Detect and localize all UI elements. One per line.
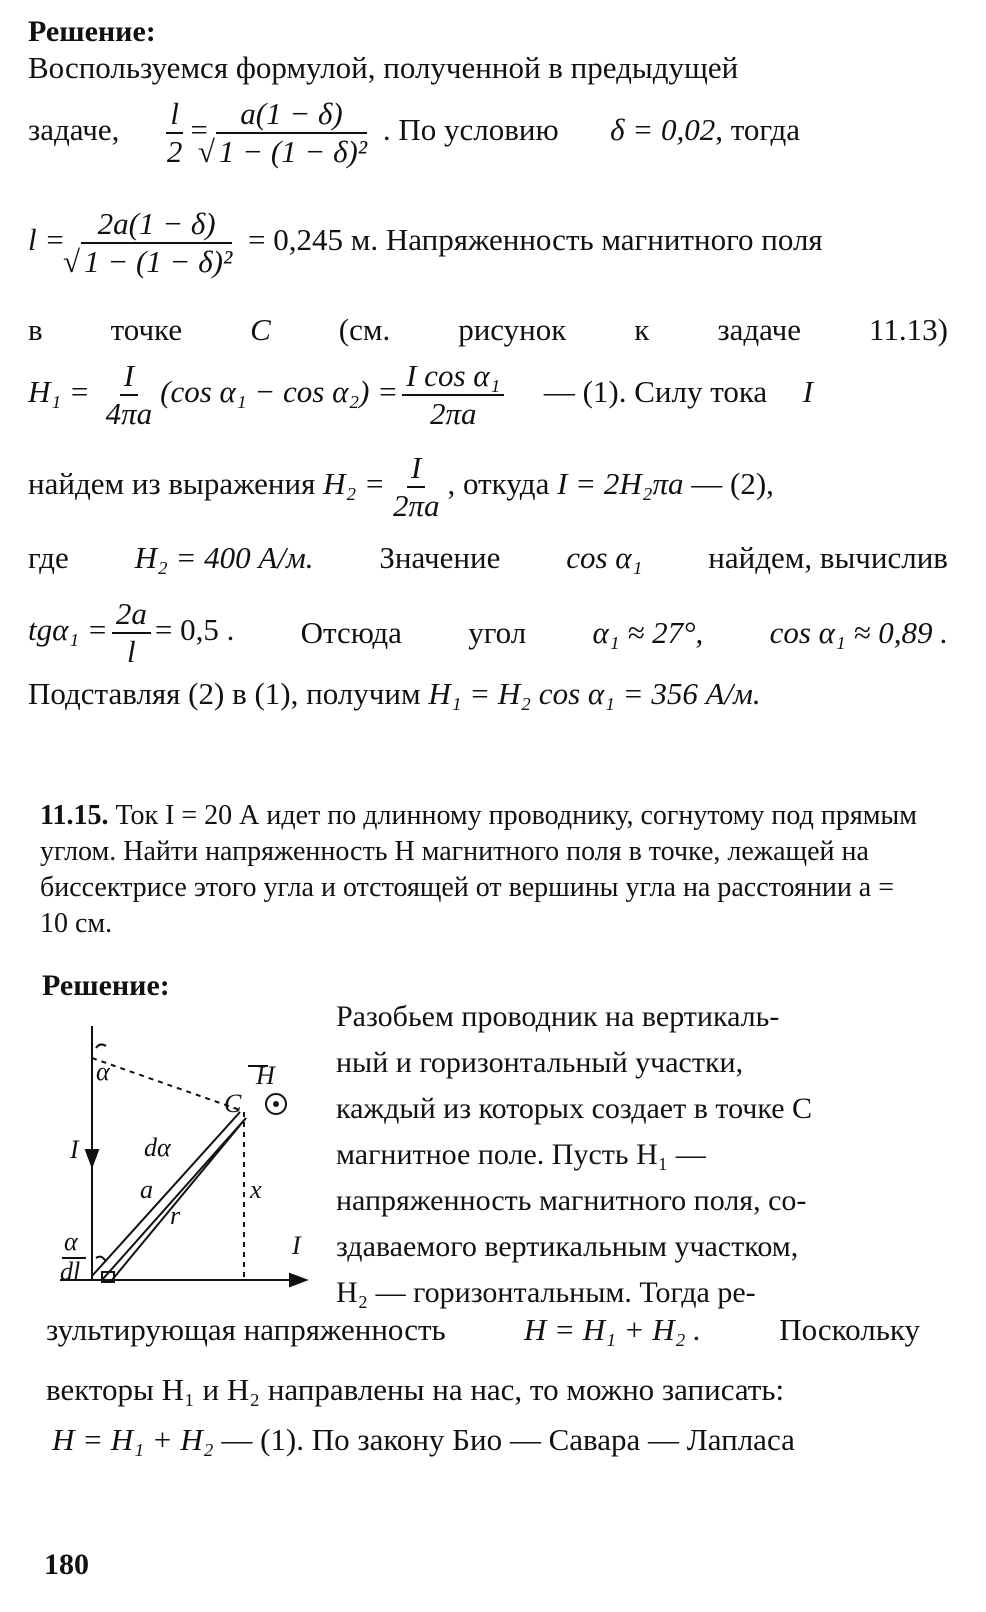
formula-line: H₁ = $\frac{I}{4\pi a}$ (cos α₁ − cos α₂) = $\frac{\text{I cos α₁}}{2\pi a}$ — (1). Силу тока I <box>28 358 814 431</box>
text-line: Подставляя (2) в (1), получим H₁ = H₂ cos α₁ = 356 А/м. <box>28 676 761 711</box>
fraction: 2a(1 − δ) √ 1 − (1 − δ)² <box>77 206 236 280</box>
label-r: r <box>170 1201 181 1230</box>
page-number: 180 <box>44 1548 89 1581</box>
conductor-diagram <box>40 1018 330 1298</box>
label-a: a <box>140 1175 153 1204</box>
solution-heading: Решение: <box>42 969 170 1002</box>
fraction: $\frac{2a}{l}$ <box>112 596 151 670</box>
label-x: x <box>250 1175 262 1204</box>
text-line: в точке C (см. рисунок к задаче 11.13) <box>28 312 948 347</box>
angle-arc-top <box>96 1044 106 1048</box>
label-i-horizontal: I <box>292 1231 301 1260</box>
problem-statement: 11.15. Ток I = 20 А идет по длинному проводнику, согнутому под прямым углом. Найти напряженность H магнитного поля в точке, лежащей на биссектрисе этого угла и отстоящей от вершины угла на расстоянии a = 10 см. <box>40 800 917 939</box>
angle-arc-bottom <box>96 1257 106 1262</box>
label-c: C <box>224 1089 242 1118</box>
text-line: H = H₁ + H₂ — (1). По закону Био — Савара — Лапласа <box>52 1422 795 1457</box>
formula-line: l = 2a(1 − δ) √ 1 − (1 − δ)² = 0,245 м. Напряженность магнитного поля <box>28 206 948 280</box>
text-line: зультирующая напряженность H = H₁ + H₂ . Поскольку <box>46 1312 920 1347</box>
text-line: Воспользуемся формулой, полученной в предыдущей <box>28 50 739 85</box>
line-r <box>102 1118 246 1280</box>
current-arrow-right <box>290 1274 306 1286</box>
formula-line: задаче, $\frac{l}{2}$ = a(1 − δ) √ 1 − (1 − δ)² . По условию δ = 0,02, тогда <box>28 96 948 170</box>
label-h-vector: H → <box>255 1061 276 1090</box>
solution-heading: Решение: <box>28 15 156 48</box>
fraction: a(1 − δ) √ 1 − (1 − δ)² <box>212 96 371 170</box>
line-r2 <box>112 1118 246 1280</box>
formula-line: найдем из выражения H₂ = $\frac{I}{2\pi a}$ , откуда I = 2H₂πa — (2), <box>28 450 774 523</box>
solution-text-wrapped: Разобьем проводник на вертикаль- ный и горизонтальный участки, каждый из которых создает в точке C магнитное поле. Пусть H₁ — напряженность магнитного поля, со- здаваемого вертикальным участком, H₂ — горизонтальным. Тогда ре- <box>336 1000 813 1309</box>
fraction: $\frac{l}{2}$ <box>166 96 183 169</box>
label-i-vertical: I <box>70 1135 79 1164</box>
dashed-line-top <box>92 1058 240 1110</box>
current-arrow-down <box>86 1150 98 1166</box>
fraction: $\frac{I}{2\pi a}$ <box>392 450 440 523</box>
label-dl: dl <box>60 1257 81 1286</box>
text-line: векторы H₁ и H₂ направлены на нас, то можно записать: <box>46 1372 785 1407</box>
label-alpha-bottom: α <box>64 1227 78 1256</box>
label-alpha-top: α <box>96 1057 110 1086</box>
fraction: $\frac{I}{4\pi a}$ <box>105 358 153 431</box>
formula-line: tgα₁ = $\frac{2a}{l}$ = 0,5 . Отсюда угол α₁ ≈ 27°, cos α₁ ≈ 0,89 . <box>28 596 948 669</box>
fraction: $\frac{\text{I cos α₁}}{2\pi a}$ <box>402 358 504 432</box>
text-line: где H₂ = 400 А/м. Значение cos α₁ найдем, вычислив <box>28 540 948 575</box>
label-d-alpha: dα <box>144 1133 171 1162</box>
